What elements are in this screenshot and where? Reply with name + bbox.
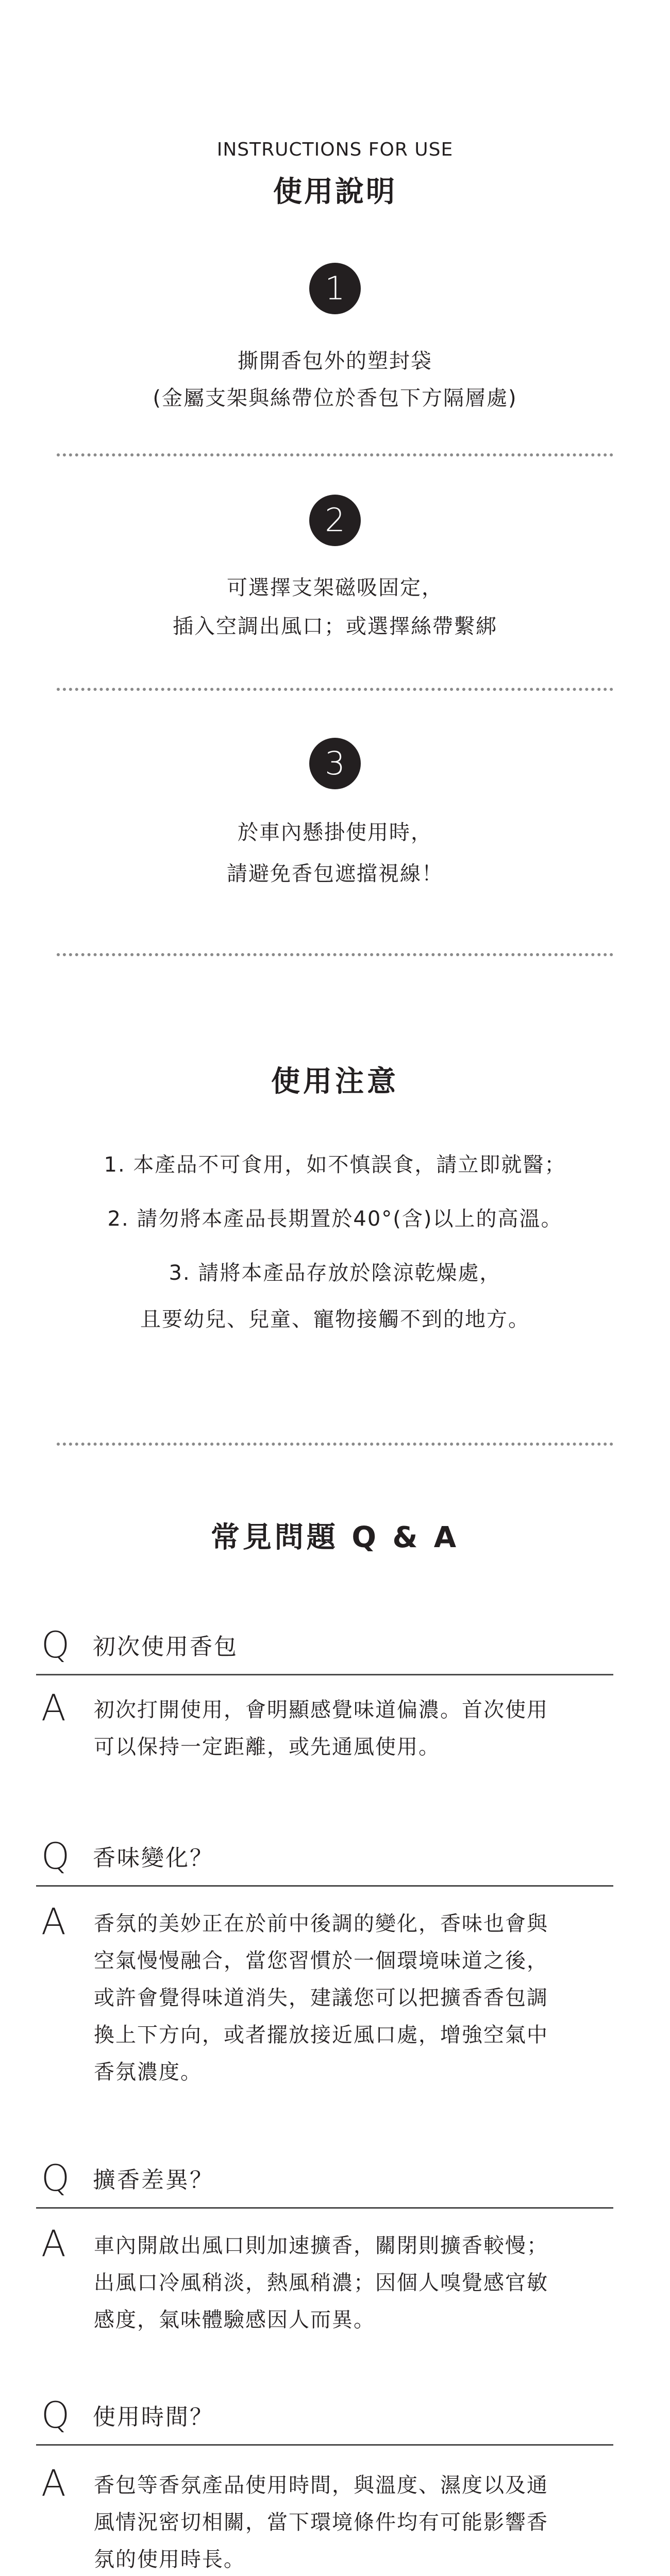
- step-3-badge: 3: [309, 738, 361, 789]
- q-mark: Q: [41, 2157, 70, 2199]
- dotted-divider: [57, 453, 613, 456]
- faq-question-text: 香味變化？: [93, 1845, 214, 1871]
- answer-line: 換上下方向，或者擺放接近風口處，增強空氣中: [94, 2023, 548, 2047]
- answer-line: 或許會覺得味道消失，建議您可以把擴香香包調: [94, 1986, 548, 2010]
- note-item-2: 2. 請勿將本產品長期置於40°(含)以上的高溫。: [107, 1207, 563, 1231]
- section-eyebrow: INSTRUCTIONS FOR USE: [216, 139, 454, 160]
- answer-line: 出風口冷風稍淡，熱風稍濃；因個人嗅覺感官敏: [94, 2271, 548, 2295]
- step-1-badge: 1: [309, 263, 361, 314]
- dotted-divider: [57, 953, 613, 956]
- faq-question-3: [36, 2154, 613, 2215]
- step-2-line-2: 插入空調出風口；或選擇絲帶繫綁: [173, 615, 497, 638]
- note-item-1: 1. 本產品不可食用，如不慎誤食，請立即就醫；: [104, 1153, 566, 1177]
- answer-line: 氛的使用時長。: [94, 2548, 245, 2571]
- faq-question-text: 擴香差異？: [93, 2167, 214, 2193]
- a-mark: A: [41, 1901, 66, 1943]
- notes-title: 使用注意: [271, 1065, 399, 1098]
- faq-answer-text: [94, 1691, 609, 1766]
- faq-title: 常見問題 Q & A: [210, 1521, 460, 1554]
- answer-line: 風情況密切相關，當下環境條件均有可能影響香: [94, 2511, 548, 2534]
- faq-divider: [36, 2444, 613, 2446]
- q-mark: Q: [41, 1624, 70, 1666]
- a-mark: A: [41, 1687, 66, 1729]
- note-item-3-cont: 且要幼兒、兒童、寵物接觸不到的地方。: [140, 1308, 530, 1331]
- faq-divider: [36, 2207, 613, 2209]
- dotted-divider: [57, 688, 613, 691]
- faq-answer-text: [94, 2467, 609, 2576]
- answer-line: 初次打開使用，會明顯感覺味道偏濃。首次使用: [94, 1698, 548, 1722]
- answer-line: 香氛的美妙正在於前中後調的變化，香味也會與: [94, 1912, 548, 1936]
- faq-question-2: [36, 1832, 613, 1893]
- faq-answer-text: [94, 1905, 609, 2091]
- answer-line: 香包等香氛產品使用時間，與溫度、濕度以及通: [94, 2473, 548, 2497]
- faq-divider: [36, 1674, 613, 1675]
- faq-question-text: 初次使用香包: [93, 1634, 238, 1660]
- a-mark: A: [41, 2462, 66, 2504]
- note-item-3: 3. 請將本產品存放於陰涼乾燥處，: [169, 1261, 501, 1285]
- q-mark: Q: [41, 2394, 70, 2436]
- q-mark: Q: [41, 1835, 70, 1877]
- step-3-line-1: 於車內懸掛使用時，: [238, 821, 432, 844]
- step-2-badge: 2: [309, 495, 361, 546]
- faq-question-text: 使用時間？: [93, 2404, 214, 2430]
- answer-line: 香氛濃度。: [94, 2060, 202, 2084]
- answer-line: 空氣慢慢融合，當您習慣於一個環境味道之後，: [94, 1949, 548, 1973]
- answer-line: 車內開啟出風口則加速擴香，關閉則擴香較慢；: [94, 2234, 548, 2258]
- faq-divider: [36, 1885, 613, 1887]
- faq-question-1: [36, 1620, 613, 1682]
- dotted-divider: [57, 1443, 613, 1446]
- answer-line: 可以保持一定距離，或先通風使用。: [94, 1735, 440, 1759]
- step-1-line-1: 撕開香包外的塑封袋: [238, 349, 432, 373]
- step-3-line-2: 請避免香包遮擋視線！: [227, 862, 443, 886]
- answer-line: 感度，氣味體驗感因人而異。: [94, 2308, 375, 2332]
- step-2-line-1: 可選擇支架磁吸固定，: [227, 576, 443, 600]
- faq-question-4: [36, 2391, 613, 2452]
- step-1-line-2: (金屬支架與絲帶位於香包下方隔層處): [153, 386, 517, 410]
- faq-answer-text: [94, 2227, 609, 2338]
- a-mark: A: [41, 2223, 66, 2265]
- instructions-title: 使用說明: [273, 175, 397, 209]
